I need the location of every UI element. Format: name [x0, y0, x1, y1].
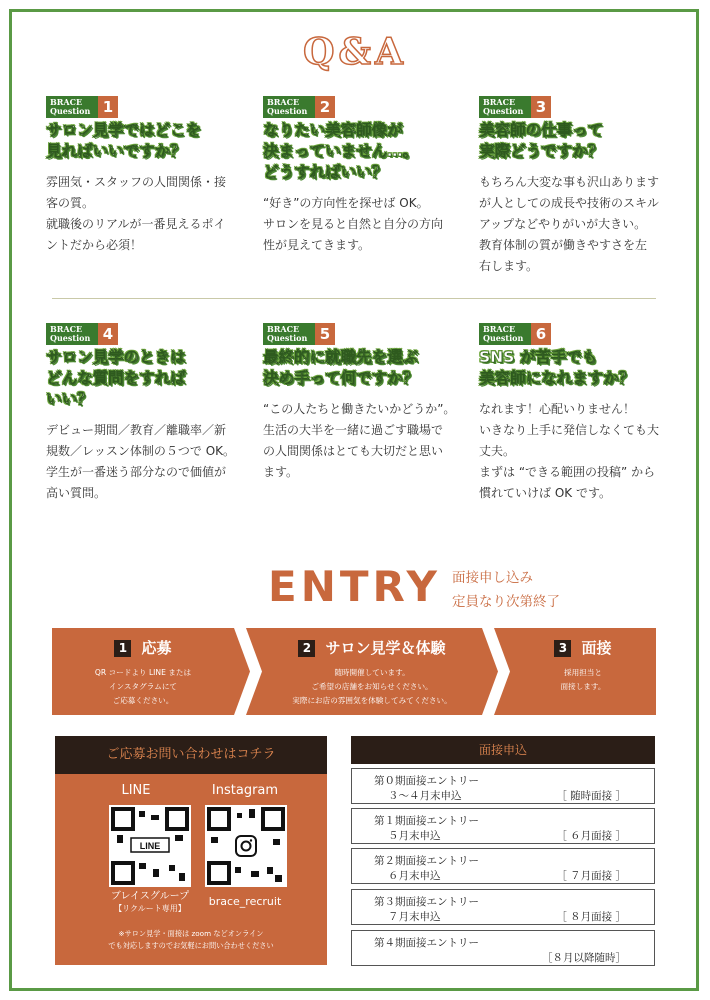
step-number: 3 [554, 640, 571, 657]
question-answer: デビュー期間／教育／離職率／新 規数／レッスン体制の５つで OK。 学生が一番迷う部分なので価値が 高い質問。 [46, 423, 236, 500]
question-number: 5 [315, 323, 335, 345]
entry-subtitle-line2: 定員なり次第終了 [452, 594, 560, 610]
step-apply [52, 628, 234, 715]
step-description: 随時開催しています。 ご希望の店舗をお知らせください。 実際にお店の雰囲気を体験してみてください。 [292, 668, 452, 705]
entry-title: ENTRY [268, 562, 441, 611]
step-description: 採用担当と 面接します。 [560, 668, 606, 691]
entry-subtitle-line1: 面接申し込み [452, 570, 533, 586]
qr-icon [109, 805, 191, 887]
schedule-row: 第２期面接エントリー ６月末申込 ［ ７月面接 ］ [351, 848, 655, 884]
contact-panel [55, 736, 327, 965]
qa-title: Q&A [303, 31, 407, 73]
brace-question-tag: BRACE Question [479, 323, 531, 345]
question-card-1 [46, 96, 246, 256]
step-interview [510, 628, 656, 715]
question-number: 6 [531, 323, 551, 345]
brace-question-tag: BRACE Question [46, 323, 98, 345]
qr-icon [205, 805, 287, 887]
step-label: サロン見学＆体験 [325, 639, 446, 657]
instagram-qr-code[interactable] [205, 805, 287, 887]
question-card-2 [263, 96, 463, 256]
brace-question-tag: BRACE Question [263, 323, 315, 345]
question-title: なりたい美容師像が 決まっていません…。 どうすればいい？ [263, 121, 419, 181]
step-salon-visit [262, 628, 482, 715]
instagram-label: Instagram [211, 783, 279, 798]
question-answer: “好き”の方向性を探せば OK。 サロンを見ると自然と自分の方向 性が見えてきます。 [263, 196, 444, 252]
question-card-4 [46, 323, 246, 504]
schedule-heading: 面接申込 [351, 736, 655, 764]
brace-question-tag: BRACE Question [263, 96, 315, 118]
question-title: 美容師の仕事って 実際どうですか？ [479, 121, 604, 160]
line-caption: ブレイスグループ 【リクルート専用】 [110, 891, 190, 913]
contact-note: ※サロン見学・面接は zoom などオンライン でも対応しますのでお気軽にお問い合わせください [108, 929, 274, 950]
contact-heading: ご応募お問い合わせはコチラ [55, 736, 327, 774]
question-answer: なれます！心配いりません！ いきなり上手に発信しなくても大 丈夫。 まずは “できる範囲の投稿” から 慣れていけば OK です。 [479, 402, 660, 500]
question-number: 3 [531, 96, 551, 118]
question-title: サロン見学のときは どんな質問をすれば いい？ [46, 348, 186, 408]
schedule-row: 第０期面接エントリー ３～４月末申込 ［ 随時面接 ］ [351, 768, 655, 804]
step-number: 1 [114, 640, 131, 657]
question-answer: “この人たちと働きたいかどうか”。 生活の大半を一緒に過ごす職場で の人間関係はとても大切だと思い ます。 [263, 402, 456, 479]
svg-text:LINE: LINE [139, 841, 161, 851]
schedule-row: 第４期面接エントリー ［８月以降随時］ [351, 930, 655, 966]
brace-question-tag: BRACE Question [479, 96, 531, 118]
step-number: 2 [298, 640, 315, 657]
entry-steps [52, 628, 656, 715]
question-number: 2 [315, 96, 335, 118]
question-answer: 雰囲気・スタッフの人間関係・接 客の質。 就職後のリアルが一番見えるポイ ントだから必須！ [46, 175, 227, 252]
question-title: 最終的に就職先を選ぶ 決め手って何ですか？ [263, 348, 419, 387]
schedule-row: 第３期面接エントリー ７月末申込 ［ ８月面接 ］ [351, 889, 655, 925]
instagram-caption: brace_recruit [208, 895, 282, 908]
step-label: 応募 [141, 639, 172, 657]
schedule-row: 第１期面接エントリー ５月末申込 ［ ６月面接 ］ [351, 808, 655, 844]
section-divider [52, 298, 656, 299]
line-label: LINE [121, 783, 151, 798]
interview-schedule [351, 736, 655, 964]
brace-question-tag: BRACE Question [46, 96, 98, 118]
question-card-3 [479, 96, 679, 277]
question-number: 1 [98, 96, 118, 118]
question-title: SNS が苦手でも 美容師になれますか？ [479, 348, 635, 387]
entry-subtitle [452, 566, 560, 614]
question-card-6 [479, 323, 679, 504]
step-description: QR コードより LINE または インスタグラムにて ご応募ください。 [94, 668, 192, 705]
question-number: 4 [98, 323, 118, 345]
question-card-5 [263, 323, 463, 483]
step-label: 面接 [581, 639, 612, 657]
question-answer: もちろん大変な事も沢山あります が人としての成長や技術のスキル アップなどやりがいが大きい。 教育体制の質が働きやすさを左 右します。 [479, 175, 660, 273]
question-title: サロン見学ではどこを 見ればいいですか？ [46, 121, 202, 160]
line-qr-code[interactable] [109, 805, 191, 887]
